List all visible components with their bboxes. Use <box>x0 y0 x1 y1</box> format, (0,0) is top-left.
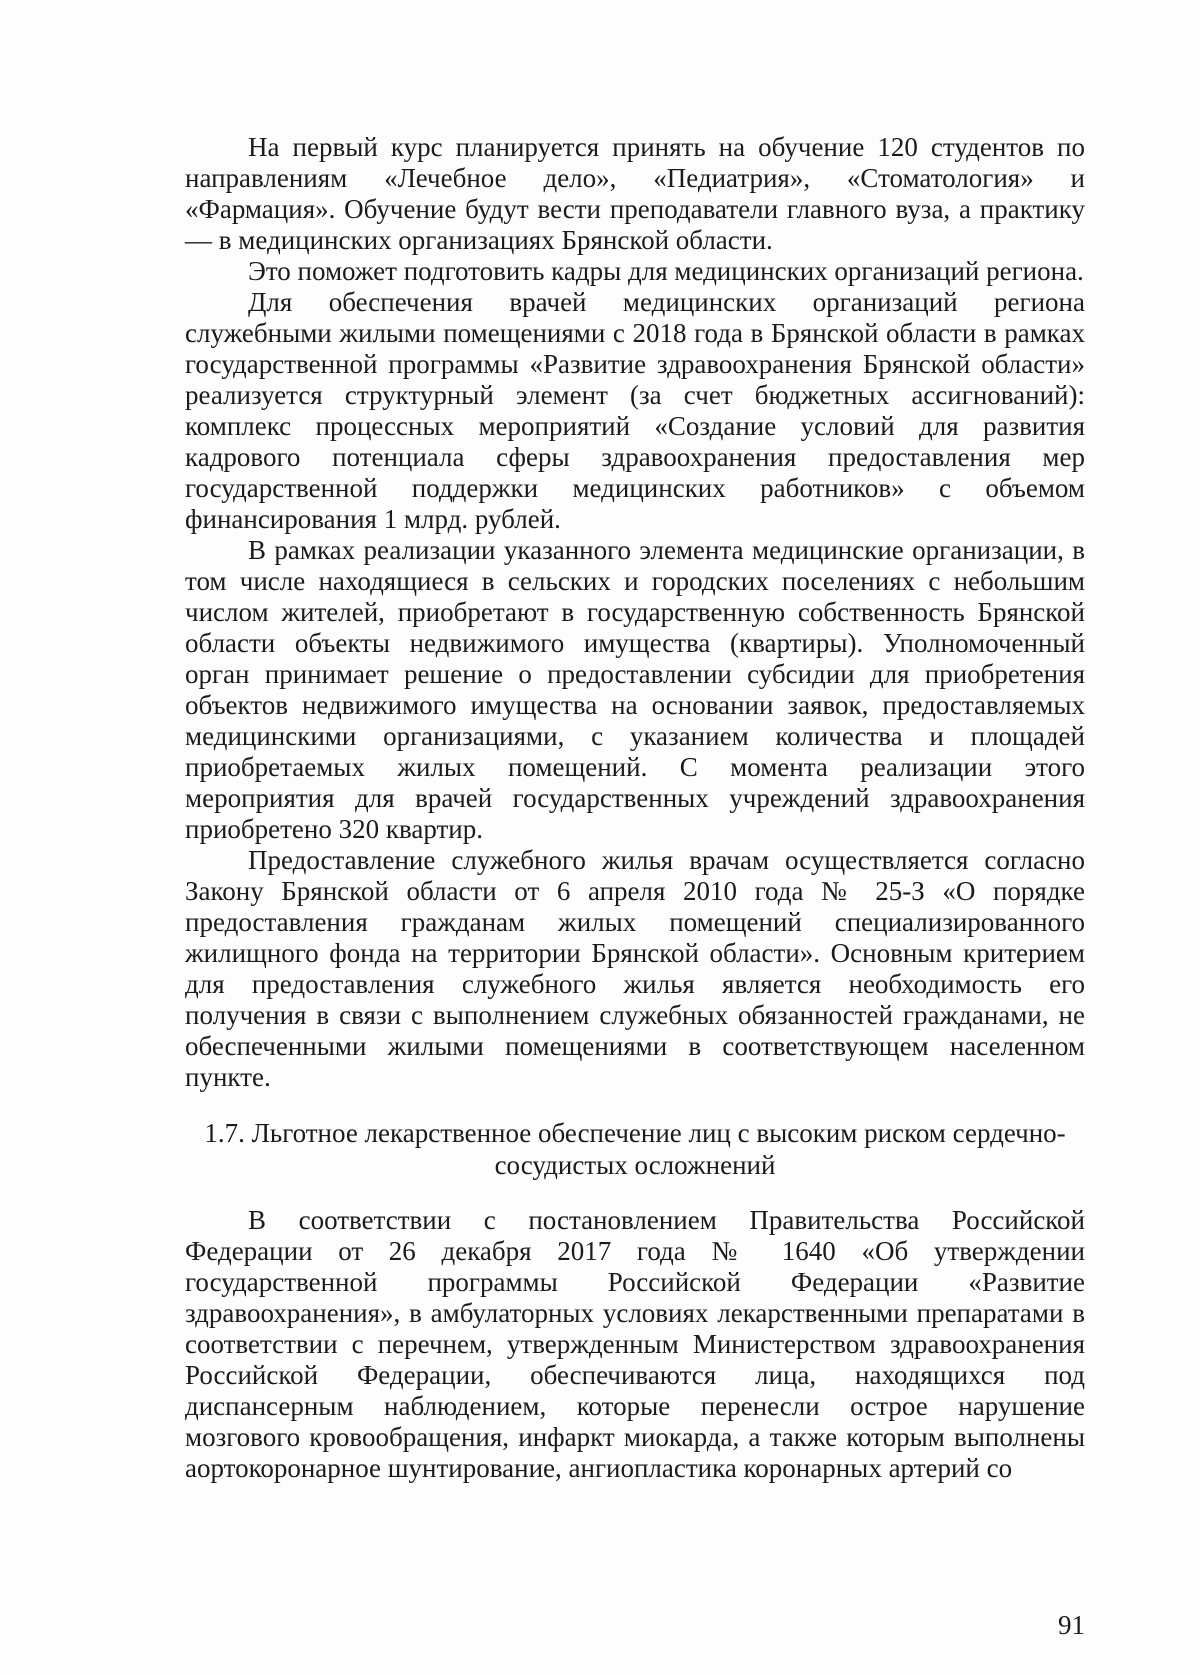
paragraph: На первый курс планируется принять на обучение 120 студентов по направлениям «Лечебное дело», «Педиатрия», «Стоматология» и «Фармация». Обучение будут вести преподаватели главного вуза, а практику — в медицинских организациях Брянской области. <box>185 132 1085 255</box>
body-text-top <box>185 132 1085 1093</box>
paragraph: В соответствии с постановлением Правительства Российской Федерации от 26 декабря 2017 года № 1640 «Об утверждении государственной программы Российской Федерации «Развитие здравоохранения», в амбулаторных условиях лекарственными препаратами в соответствии с перечнем, утвержденным Министерством здравоохранения Российской Федерации, обеспечиваются лица, находящихся под диспансерным наблюдением, которые перенесли острое нарушение мозгового кровообращения, инфаркт миокарда, а также которым выполнены аортокоронарное шунтирование, ангиопластика коронарных артерий со <box>185 1205 1085 1483</box>
page-number: 91 <box>1058 1610 1085 1640</box>
section-heading <box>185 1117 1085 1181</box>
paragraph: Это поможет подготовить кадры для медицинских организаций региона. <box>248 256 1084 286</box>
section-heading-line: сосудистых осложнений <box>494 1150 776 1180</box>
section-heading-line: 1.7. Льготное лекарственное обеспечение лиц с высоким риском сердечно- <box>204 1118 1066 1148</box>
paragraph: Предоставление служебного жилья врачам осуществляется согласно Закону Брянской области от 6 апреля 2010 года № 25-З «О порядке предоставления гражданам жилых помещений специализированного жилищного фонда на территории Брянской области». Основным критерием для предоставления служебного жилья является необходимость его получения в связи с выполнением служебных обязанностей гражданами, не обеспеченными жилыми помещениями в соответствующем населенном пункте. <box>185 845 1085 1092</box>
body-text-bottom <box>185 1205 1085 1484</box>
paragraph: Для обеспечения врачей медицинских организаций региона служебными жилыми помещениями с 2018 года в Брянской области в рамках государственной программы «Развитие здравоохранения Брянской области» реализуется структурный элемент (за счет бюджетных ассигнований): комплекс процессных мероприятий «Создание условий для развития кадрового потенциала сферы здравоохранения предоставления мер государственной поддержки медицинских работников» с объемом финансирования 1 млрд. рублей. <box>185 287 1085 534</box>
paragraph: В рамках реализации указанного элемента медицинские организации, в том числе находящиеся в сельских и городских поселениях с небольшим числом жителей, приобретают в государственную собственность Брянской области объекты недвижимого имущества (квартиры). Уполномоченный орган принимает решение о предоставлении субсидии для приобретения объектов недвижимого имущества на основании заявок, предоставляемых медицинскими организациями, с указанием количества и площадей приобретаемых жилых помещений. С момента реализации этого мероприятия для врачей государственных учреждений здравоохранения приобретено 320 квартир. <box>185 535 1085 844</box>
